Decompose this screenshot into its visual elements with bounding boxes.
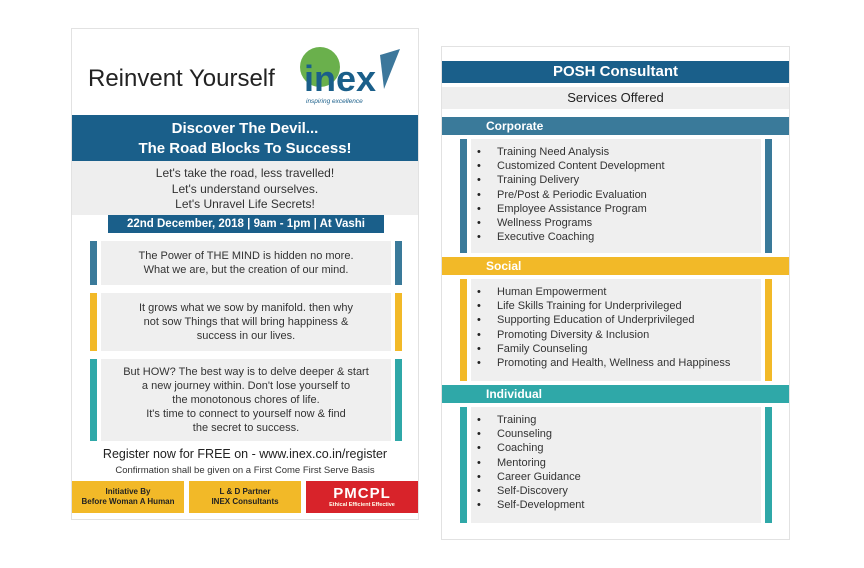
quote-line: The Power of THE MIND is hidden no more. [138,250,354,262]
pmcpl-brand: PMCPL [333,484,391,502]
inex-logo-icon [292,45,410,111]
list-item: • Life Skills Training for Underprivileged [497,299,761,313]
list-item: • Family Counseling [497,342,761,356]
event-date-bar: 22nd December, 2018 | 9am - 1pm | At Vashi [108,215,384,233]
intro-block [72,161,418,215]
list-item: • Executive Coaching [497,230,761,244]
section-social [460,279,772,381]
section-header-individual: Individual [442,385,789,403]
list-item: • Career Guidance [497,470,761,484]
quote-accent-right [395,293,402,351]
quote-line: not sow Things that will bring happiness & [143,316,349,328]
quote-line: It's time to connect to yourself now & find [146,408,346,420]
inex-logo [292,45,410,111]
list-item: • Mentoring [497,456,761,470]
list-item: • Training Delivery [497,173,761,187]
quote-line: But HOW? The best way is to delve deeper & start [123,366,369,378]
quote-line: What we are, but the creation of our mind. [143,264,349,276]
initiative-badge: Initiative By Before Woman A Human [72,481,184,513]
list-item: • Training Need Analysis [497,145,761,159]
quote-accent-right [395,241,402,285]
quote-line: a new journey within. Don't lose yourself to [141,380,351,392]
quote-line: success in our lives. [196,330,296,342]
headline-banner [72,115,418,161]
services-list [471,139,761,244]
list-item: • Wellness Programs [497,216,761,230]
intro-line: Let's Unravel Life Secrets! [175,197,315,211]
quote-accent-right [395,359,402,441]
quote-box [90,359,402,441]
list-item: • Coaching [497,441,761,455]
flyer-headline: Reinvent Yourself [88,65,275,92]
confirmation-note: Confirmation shall be given on a First Come First Serve Basis [115,465,375,476]
intro-line: Let's understand ourselves. [171,181,319,196]
list-item: • Human Empowerment [497,285,761,299]
banner-line-2: The Road Blocks To Success! [138,140,352,157]
quote-line: the secret to success. [192,422,300,434]
quote-accent-left [90,241,97,285]
quote-box [90,293,402,351]
list-item: • Pre/Post & Periodic Evaluation [497,188,761,202]
quote-line: It grows what we sow by manifold. then why [139,302,353,314]
list-item: • Counseling [497,427,761,441]
list-item: • Supporting Education of Underprivileged [497,313,761,327]
quote-box [90,241,402,285]
pmcpl-logo [306,481,418,513]
section-individual [460,407,772,523]
quote-accent-left [90,359,97,441]
section-header-social: Social [442,257,789,275]
list-item: • Self-Discovery [497,484,761,498]
services-subtitle: Services Offered [442,87,789,109]
list-item: • Customized Content Development [497,159,761,173]
services-list [471,407,761,512]
services-card [441,46,790,540]
svg-text:inex: inex [304,58,377,99]
list-item: • Training [497,413,761,427]
quote-line: the monotonous chores of life. [172,394,320,406]
section-corporate [460,139,772,253]
section-header-corporate: Corporate [442,117,789,135]
pmcpl-tagline: Ethical Efficient Effective [329,501,395,508]
list-item: • Promoting and Health, Wellness and Happiness [497,356,761,370]
register-link[interactable]: Register now for FREE on - www.inex.co.in/register [102,447,388,461]
intro-line: Let's take the road, less travelled! [155,166,335,180]
partner-badge: L & D Partner INEX Consultants [189,481,301,513]
banner-line-1: Discover The Devil... [171,120,319,137]
services-title: POSH Consultant [442,61,789,83]
quote-accent-left [90,293,97,351]
logo-tagline: inspiring excellence [306,98,363,105]
list-item: • Promoting Diversity & Inclusion [497,328,761,342]
list-item: • Self-Development [497,498,761,512]
event-flyer [71,28,419,520]
services-list [471,279,761,370]
list-item: • Employee Assistance Program [497,202,761,216]
